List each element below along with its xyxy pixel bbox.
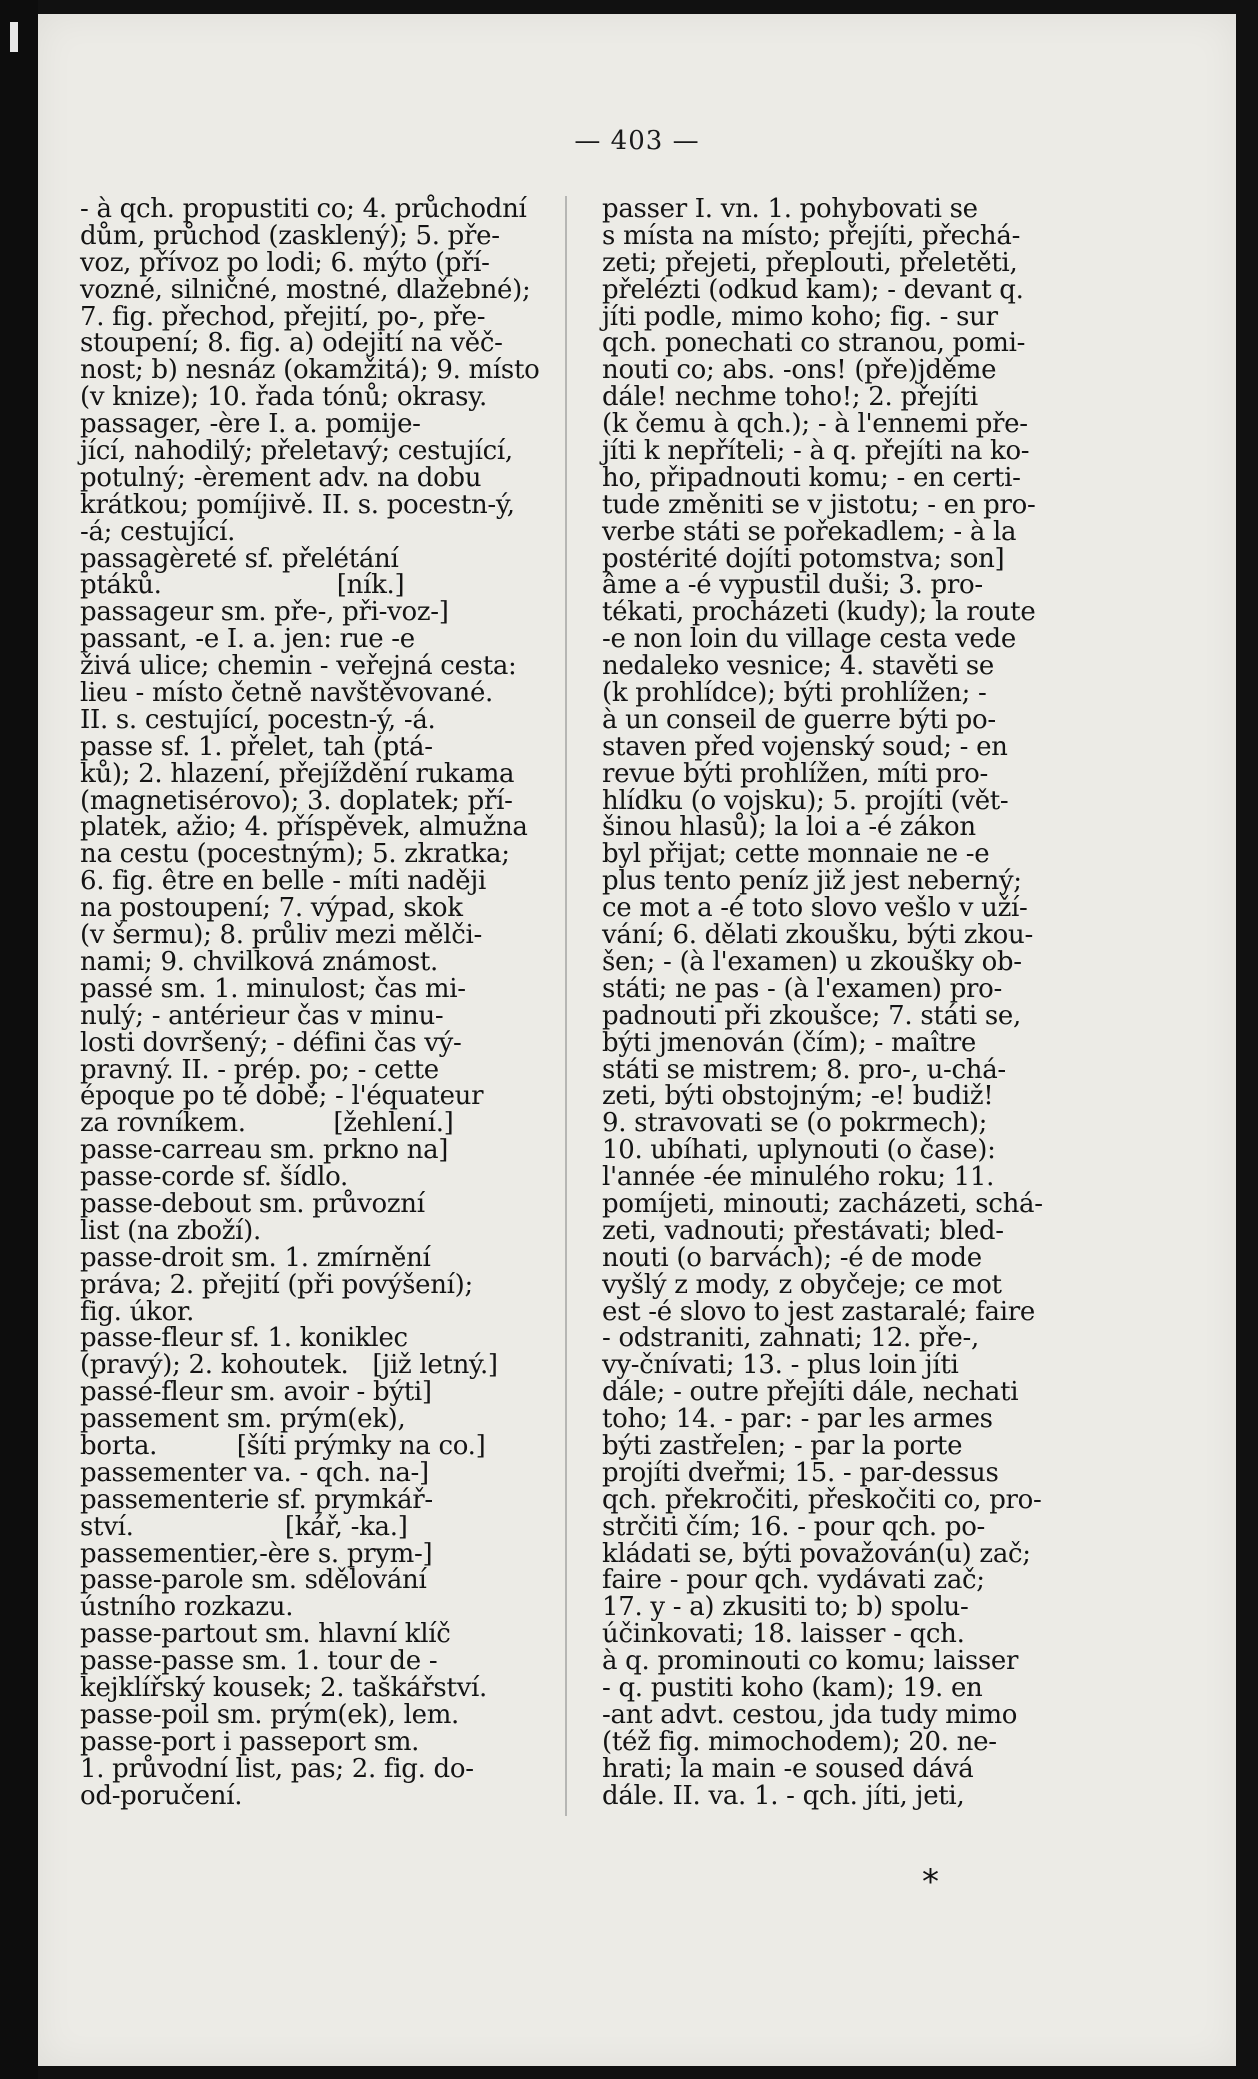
text-line: od-poručení. xyxy=(80,1780,243,1811)
text-line: šen; - (à l'examen) u zkoušky ob- xyxy=(602,946,1022,977)
text-line: (též fig. mimochodem); 20. ne- xyxy=(602,1726,997,1757)
text-line: passe-carreau sm. prkno na] xyxy=(80,1135,449,1166)
text-line: strčiti čím; 16. - pour qch. po- xyxy=(602,1511,986,1542)
text-line: na postoupení; 7. výpad, skok xyxy=(80,893,463,924)
text-line: passé sm. 1. minulost; čas mi- xyxy=(80,973,466,1004)
text-line: živá ulice; chemin - veřejná cesta: xyxy=(80,651,517,682)
text-line: ství. [kář, -ka.] xyxy=(80,1511,408,1542)
text-line: vání; 6. dělati zkoušku, býti zkou- xyxy=(602,920,1033,951)
left-column xyxy=(80,196,556,1809)
text-line: passe-debout sm. průvozní xyxy=(80,1188,425,1219)
text-line: passer I. vn. 1. pohybovati se xyxy=(602,194,978,224)
text-line: passe-parole sm. sdělování xyxy=(80,1565,427,1596)
text-line: 7. fig. přechod, přejití, po-, pře- xyxy=(80,301,486,332)
text-line: passe-poil sm. prým(ek), lem. xyxy=(80,1699,460,1730)
text-line: účinkovati; 18. laisser - qch. xyxy=(602,1619,965,1650)
text-line: faire - pour qch. vydávati zač; xyxy=(602,1565,985,1596)
text-line: passe-passe sm. 1. tour de - xyxy=(80,1646,438,1677)
text-line: II. s. cestující, pocestn-ý, -á. xyxy=(80,704,436,735)
text-line: fig. úkor. xyxy=(80,1296,195,1327)
text-line: zeti; přejeti, přeplouti, přeletěti, xyxy=(602,247,1018,278)
text-line: vozné, silničné, mostné, dlažebné); xyxy=(80,274,531,305)
text-line: šinou hlasů); la loi a -é zákon xyxy=(602,812,976,843)
text-line: passe-fleur sf. 1. koniklec xyxy=(80,1323,408,1354)
text-line: tékati, procházeti (kudy); la route xyxy=(602,597,1036,628)
text-line: hlídku (o vojsku); 5. projíti (vět- xyxy=(602,785,1009,816)
column-divider xyxy=(565,196,567,1816)
text-line: 6. fig. être en belle - míti naději xyxy=(80,866,487,897)
text-line: -á; cestující. xyxy=(80,516,236,547)
text-line: býti jmenován (čím); - maître xyxy=(602,1027,976,1058)
text-line: zeti, vadnouti; přestávati; bled- xyxy=(602,1215,1004,1246)
text-line: kejklířský kousek; 2. taškářství. xyxy=(80,1672,487,1703)
text-line: ce mot a -é toto slovo vešlo v uží- xyxy=(602,893,1028,924)
text-line: (k prohlídce); býti prohlížen; - xyxy=(602,678,987,709)
text-line: passementerie sf. prymkář- xyxy=(80,1484,433,1515)
text-line: - à qch. propustiti co; 4. průchodní xyxy=(80,194,527,224)
text-line: kládati se, býti považován(u) zač; xyxy=(602,1538,1031,1569)
text-line: passe-droit sm. 1. zmírnění xyxy=(80,1242,431,1273)
text-line: pomíjeti, minouti; zacházeti, schá- xyxy=(602,1188,1043,1219)
text-line: nouti co; abs. -ons! (pře)jděme xyxy=(602,355,997,386)
text-line: nami; 9. chvilková známost. xyxy=(80,946,439,977)
text-line: passementer va. - qch. na-] xyxy=(80,1457,429,1488)
text-line: dále! nechme toho!; 2. přejíti xyxy=(602,382,978,413)
text-line: - q. pustiti koho (kam); 19. en xyxy=(602,1672,983,1703)
text-line: 9. stravovati se (o pokrmech); xyxy=(602,1108,988,1139)
text-line: qch. překročiti, přeskočiti co, pro- xyxy=(602,1484,1042,1515)
text-line: passagèreté sf. přelétání xyxy=(80,543,399,574)
text-line: passageur sm. pře-, při-voz-] xyxy=(80,597,449,628)
text-line: nouti (o barvách); -é de mode xyxy=(602,1242,982,1273)
text-line: passementier,-ère s. prym-] xyxy=(80,1538,433,1569)
text-line: býti zastřelen; - par la porte xyxy=(602,1430,963,1461)
text-line: státi se mistrem; 8. pro-, u-chá- xyxy=(602,1054,1006,1085)
text-line: à q. prominouti co komu; laisser xyxy=(602,1646,1019,1677)
text-line: jící, nahodilý; přeletavý; cestující, xyxy=(80,436,513,467)
text-line: (k čemu à qch.); - à l'ennemi pře- xyxy=(602,409,1028,440)
scan-mark xyxy=(10,22,18,52)
text-line: vy-čnívati; 13. - plus loin jíti xyxy=(602,1350,959,1381)
text-line: (magnetisérovo); 3. doplatek; pří- xyxy=(80,785,513,816)
text-line: dále. II. va. 1. - qch. jíti, jeti, xyxy=(602,1780,965,1811)
text-line: passement sm. prým(ek), xyxy=(80,1404,406,1435)
text-line: qch. ponechati co stranou, pomi- xyxy=(602,328,1026,359)
text-line: krátkou; pomíjivě. II. s. pocestn-ý, xyxy=(80,489,515,520)
text-line: nost; b) nesnáz (okamžitá); 9. místo xyxy=(80,355,540,386)
text-line: voz, přívoz po lodi; 6. mýto (pří- xyxy=(80,247,490,278)
text-line: toho; 14. - par: - par les armes xyxy=(602,1404,993,1435)
text-line: passant, -e I. a. jen: rue -e xyxy=(80,624,415,655)
text-line: dále; - outre přejíti dále, nechati xyxy=(602,1377,1019,1408)
text-line: l'année -ée minulého roku; 11. xyxy=(602,1162,995,1193)
text-line: potulný; -èrement adv. na dobu xyxy=(80,462,482,493)
text-line: nedaleko vesnice; 4. stavěti se xyxy=(602,651,994,682)
text-line: époque po té době; - l'équateur xyxy=(80,1081,484,1112)
text-line: 1. průvodní list, pas; 2. fig. do- xyxy=(80,1753,474,1784)
text-line: pravný. II. - prép. po; - cette xyxy=(80,1054,439,1085)
text-line: dům, průchod (zasklený); 5. pře- xyxy=(80,220,500,251)
scan-edge xyxy=(0,0,38,2079)
text-line: ho, připadnouti komu; - en certi- xyxy=(602,462,1021,493)
text-line: (v knize); 10. řada tónů; okrasy. xyxy=(80,382,488,413)
text-line: práva; 2. přejití (při povýšení); xyxy=(80,1269,473,1300)
text-line: plus tento peníz již jest neberný; xyxy=(602,866,1022,897)
text-line: passé-fleur sm. avoir - býti] xyxy=(80,1377,432,1408)
right-column xyxy=(602,196,1054,1809)
text-line: -e non loin du village cesta vede xyxy=(602,624,1016,655)
text-line: 10. ubíhati, uplynouti (o čase): xyxy=(602,1135,996,1166)
text-line: âme a -é vypustil duši; 3. pro- xyxy=(602,570,983,601)
text-line: losti dovršený; - défini čas vý- xyxy=(80,1027,462,1058)
text-line: ptáků. [ník.] xyxy=(80,570,405,601)
text-line: verbe státi se pořekadlem; - à la xyxy=(602,516,1017,547)
text-line: jíti podle, mimo koho; fig. - sur xyxy=(602,301,998,332)
text-line: tude změniti se v jistotu; - en pro- xyxy=(602,489,1036,520)
text-line: borta. [šíti prýmky na co.] xyxy=(80,1430,486,1461)
text-line: hrati; la main -e soused dává xyxy=(602,1753,974,1784)
footer-asterisk: * xyxy=(922,1862,939,1902)
text-line: lieu - místo četně navštěvované. xyxy=(80,678,493,709)
text-line: byl přijat; cette monnaie ne -e xyxy=(602,839,990,870)
text-line: passe-partout sm. hlavní klíč xyxy=(80,1619,451,1650)
text-line: (pravý); 2. kohoutek. [již letný.] xyxy=(80,1350,498,1381)
text-line: jíti k nepříteli; - à q. přejíti na ko- xyxy=(602,436,1030,467)
text-line: s místa na místo; přejíti, přechá- xyxy=(602,220,1021,251)
text-line: (v šermu); 8. průliv mezi mělči- xyxy=(80,920,483,951)
text-line: passe-corde sf. šídlo. xyxy=(80,1162,348,1193)
text-line: passe sf. 1. přelet, tah (ptá- xyxy=(80,731,433,762)
text-line: zeti, býti obstojným; -e! budiž! xyxy=(602,1081,994,1112)
page-number: — 403 — xyxy=(574,126,700,156)
text-line: revue býti prohlížen, míti pro- xyxy=(602,758,988,789)
text-line: přelézti (odkud kam); - devant q. xyxy=(602,274,1024,305)
text-line: nulý; - antérieur čas v minu- xyxy=(80,1000,444,1031)
text-line: za rovníkem. [žehlení.] xyxy=(80,1108,454,1139)
text-line: passe-port i passeport sm. xyxy=(80,1726,420,1757)
text-line: platek, ažio; 4. příspěvek, almužna xyxy=(80,812,528,843)
text-line: -ant advt. cestou, jda tudy mimo xyxy=(602,1699,1018,1730)
text-line: na cestu (pocestným); 5. zkratka; xyxy=(80,839,510,870)
text-line: à un conseil de guerre býti po- xyxy=(602,704,996,735)
text-line: postérité dojíti potomstva; son] xyxy=(602,543,1005,574)
text-line: vyšlý z mody, z obyčeje; ce mot xyxy=(602,1269,1002,1300)
text-line: ků); 2. hlazení, přejíždění rukama xyxy=(80,758,515,789)
text-line: ústního rozkazu. xyxy=(80,1592,294,1623)
text-line: staven před vojenský soud; - en xyxy=(602,731,1008,762)
text-line: padnouti při zkoušce; 7. státi se, xyxy=(602,1000,1021,1031)
text-line: stoupení; 8. fig. a) odejití na věč- xyxy=(80,328,503,359)
text-line: est -é slovo to jest zastaralé; faire xyxy=(602,1296,1035,1327)
text-line: list (na zboží). xyxy=(80,1215,261,1246)
text-line: 17. y - a) zkusiti to; b) spolu- xyxy=(602,1592,969,1623)
text-line: státi; ne pas - (à l'examen) pro- xyxy=(602,973,1003,1004)
text-line: - odstraniti, zahnati; 12. pře-, xyxy=(602,1323,979,1354)
text-line: projíti dveřmi; 15. - par-dessus xyxy=(602,1457,999,1488)
text-line: passager, -ère I. a. pomije- xyxy=(80,409,421,440)
